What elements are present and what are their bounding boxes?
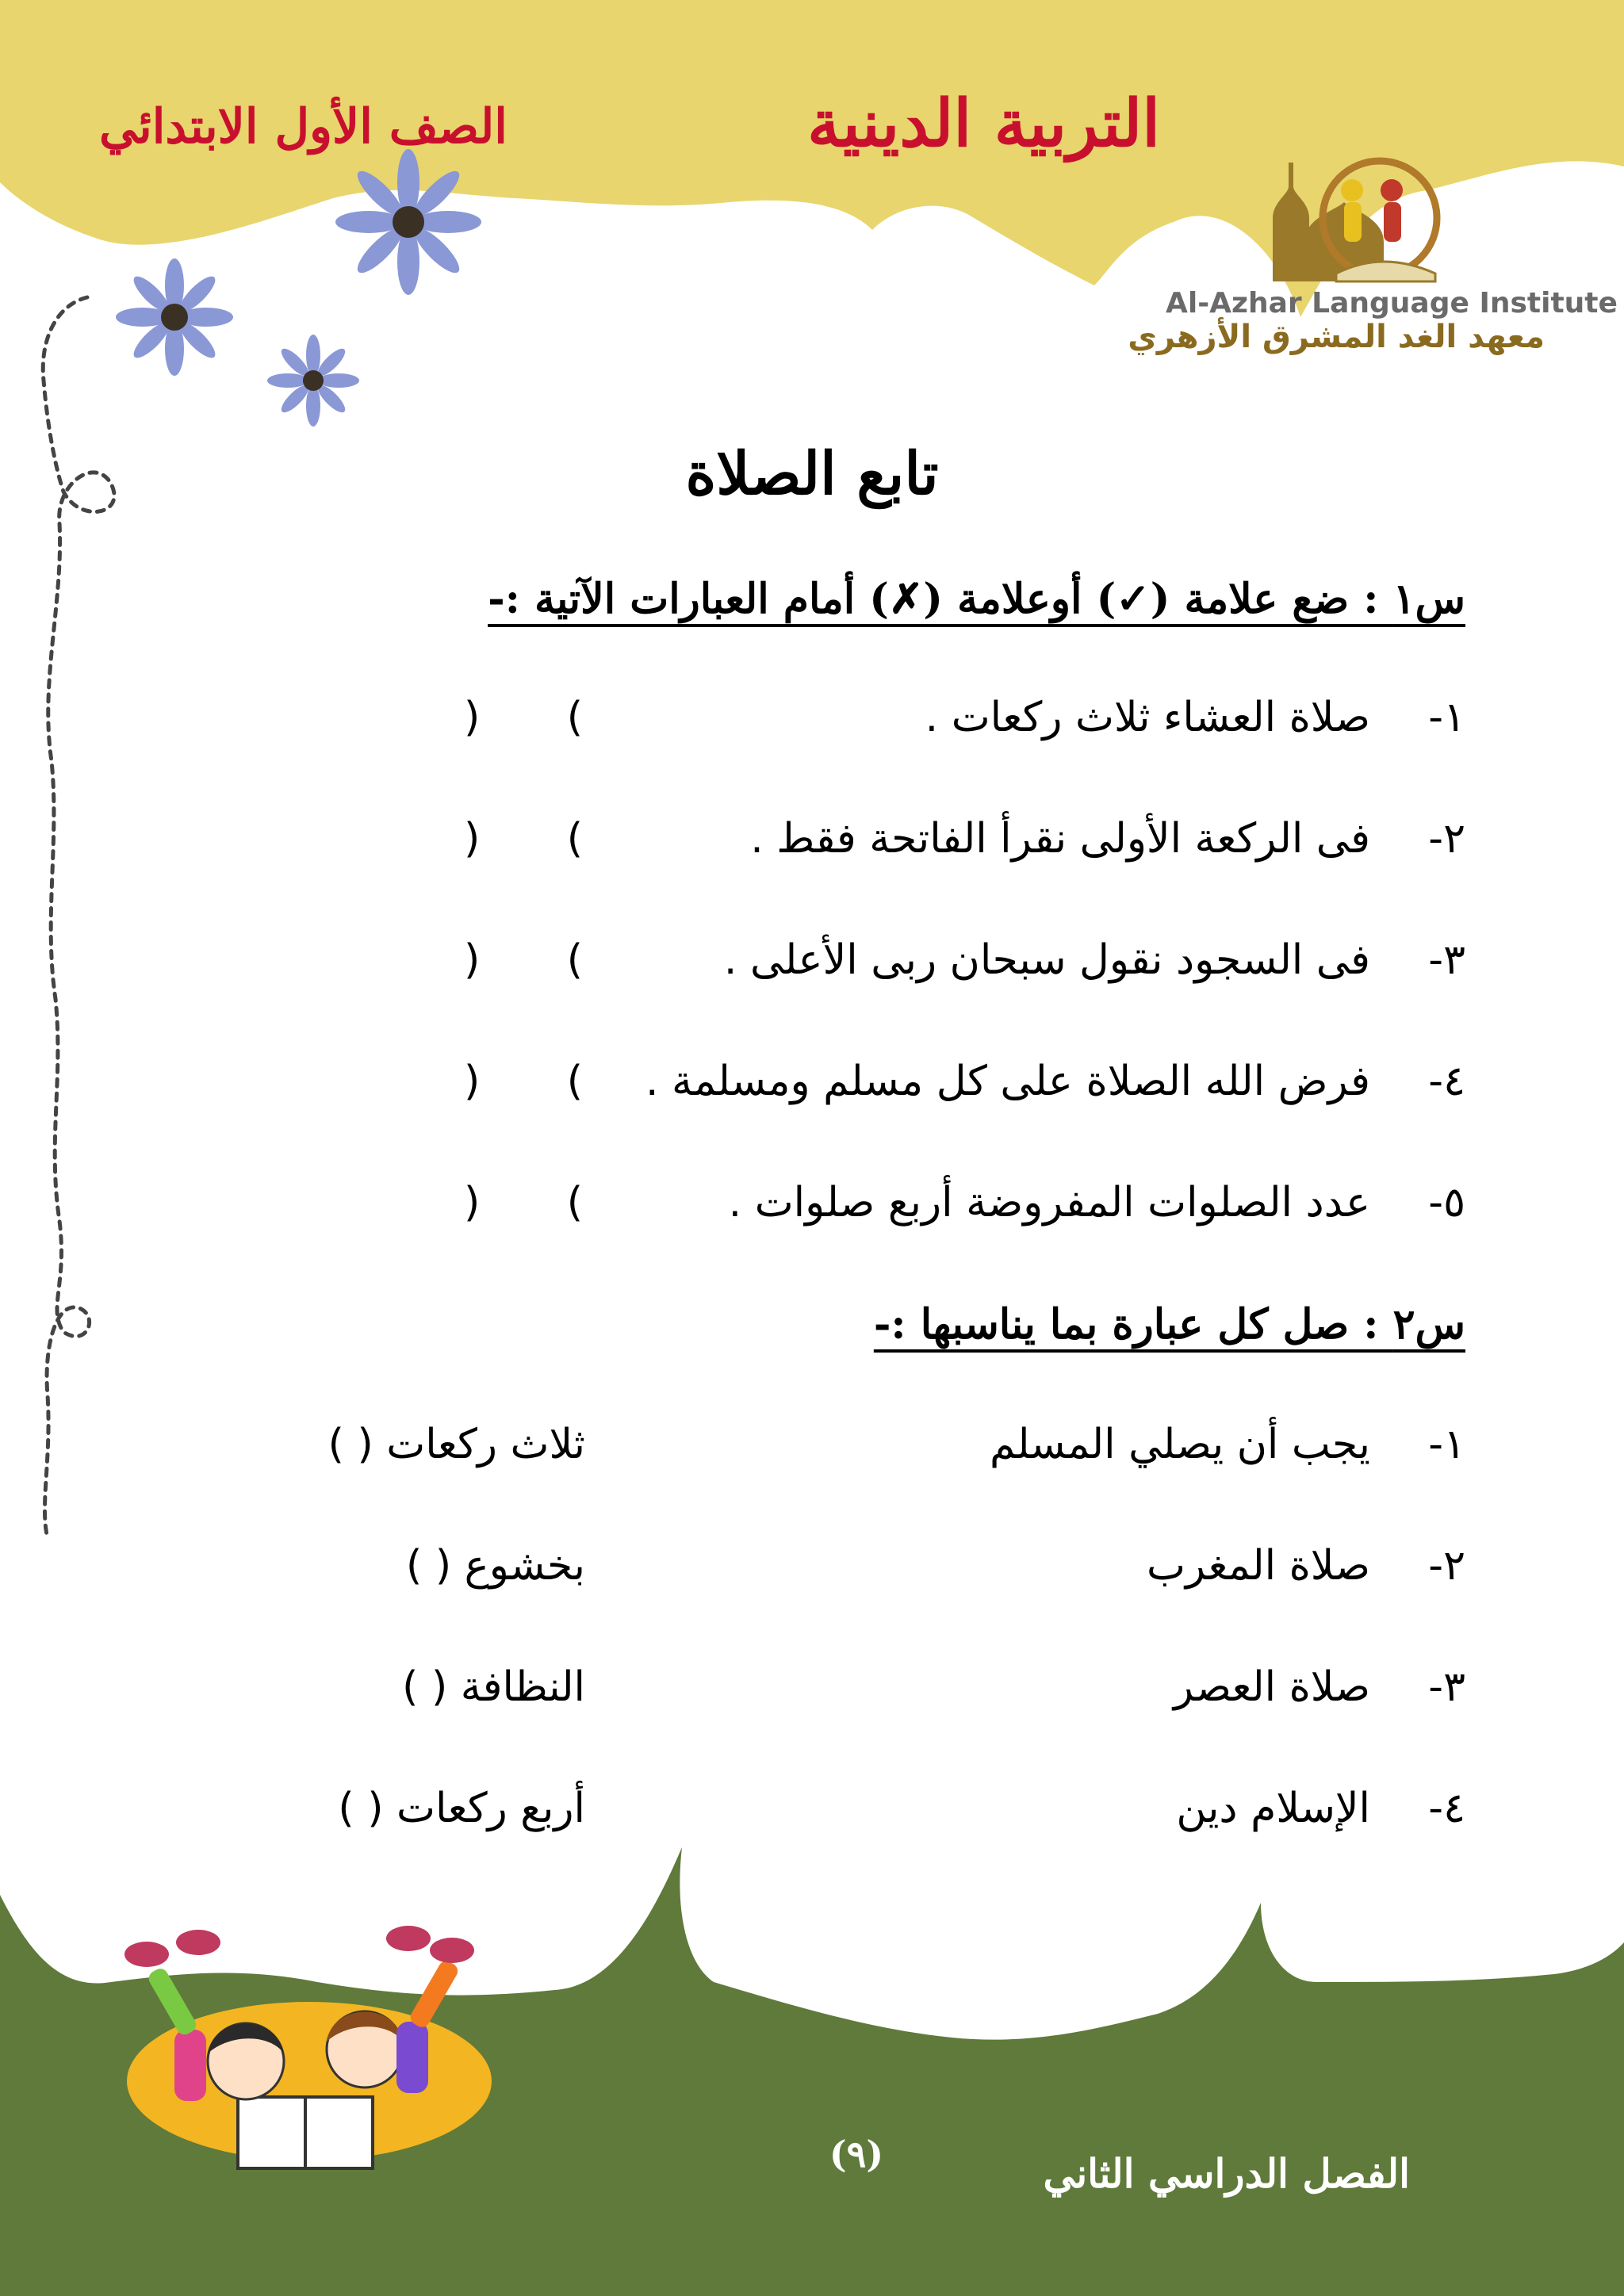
q1-item-text: عدد الصلوات المفروضة أربع صلوات . <box>728 1179 1370 1226</box>
q2-item-1 <box>0 1421 1624 1476</box>
q2-item-text: يجب أن يصلي المسلم <box>989 1421 1370 1468</box>
paren-open: ( <box>566 1179 583 1226</box>
q1-heading: س١ : ضع علامة (✓) أوعلامة (✗) أمام العبارات الآتية :- <box>488 575 1465 623</box>
q2-heading: س٢ : صل كل عبارة بما يناسبها :- <box>873 1300 1465 1349</box>
q1-item-number: ٢- <box>1428 815 1465 863</box>
mosque-icon <box>1273 163 1309 281</box>
paren-close: ) <box>464 694 481 741</box>
q2-item-2 <box>0 1542 1624 1598</box>
paren-close: ) <box>464 936 481 984</box>
q1-item-3 <box>0 936 1624 992</box>
paren-open: ( <box>566 1058 583 1105</box>
term-label: الفصل الدراسي الثاني <box>1043 2150 1410 2197</box>
lesson-title: تابع الصلاة <box>685 440 939 508</box>
q2-match-option[interactable]: النظافة ( ) <box>402 1663 585 1711</box>
answer-parentheses[interactable] <box>464 815 583 863</box>
q1-item-number: ٤- <box>1428 1058 1465 1105</box>
answer-parentheses[interactable] <box>464 694 583 741</box>
q2-match-option[interactable]: ثلاث ركعات ( ) <box>327 1421 585 1468</box>
grade-title: الصف الأول الابتدائي <box>99 99 508 155</box>
q1-item-number: ١- <box>1428 694 1465 741</box>
q1-item-1 <box>0 694 1624 749</box>
logo-arabic-name: معهد الغد المشرق الأزهري <box>1128 319 1545 355</box>
page-number: (٩) <box>829 2133 884 2175</box>
q2-item-number: ٢- <box>1428 1542 1465 1590</box>
q1-item-number: ٣- <box>1428 936 1465 984</box>
q2-item-text: صلاة المغرب <box>1146 1542 1370 1590</box>
q2-item-4 <box>0 1785 1624 1840</box>
subject-title: التربية الدينية <box>807 86 1160 162</box>
answer-parentheses[interactable] <box>464 936 583 984</box>
q1-item-5 <box>0 1179 1624 1234</box>
paren-close: ) <box>464 1058 481 1105</box>
q2-item-number: ٤- <box>1428 1785 1465 1832</box>
q2-match-option[interactable]: أربع ركعات ( ) <box>338 1785 585 1832</box>
q2-item-number: ١- <box>1428 1421 1465 1468</box>
flower-medium <box>116 258 233 376</box>
q2-item-3 <box>0 1663 1624 1719</box>
q1-item-text: فى الركعة الأولى نقرأ الفاتحة فقط . <box>750 815 1370 863</box>
q2-item-text: الإسلام دين <box>1176 1785 1370 1832</box>
paren-open: ( <box>566 694 583 741</box>
paren-open: ( <box>566 815 583 863</box>
flower-small <box>267 335 359 427</box>
logo-english-name: Al-Azhar Language Institute <box>1166 287 1618 320</box>
institute-logo <box>1265 155 1447 289</box>
paren-close: ) <box>464 1179 481 1226</box>
q1-item-text: فرض الله الصلاة على كل مسلم ومسلمة . <box>645 1058 1370 1105</box>
q1-item-number: ٥- <box>1428 1179 1465 1226</box>
paren-close: ) <box>464 815 481 863</box>
answer-parentheses[interactable] <box>464 1179 583 1226</box>
q1-item-text: فى السجود نقول سبحان ربى الأعلى . <box>723 936 1370 984</box>
q1-item-2 <box>0 815 1624 871</box>
q2-item-number: ٣- <box>1428 1663 1465 1711</box>
q1-item-text: صلاة العشاء ثلاث ركعات . <box>925 694 1370 741</box>
q2-item-text: صلاة العصر <box>1173 1663 1370 1711</box>
answer-parentheses[interactable] <box>464 1058 583 1105</box>
paren-open: ( <box>566 936 583 984</box>
q1-item-4 <box>0 1058 1624 1113</box>
q2-match-option[interactable]: بخشوع ( ) <box>406 1542 585 1590</box>
kids-reading-illustration <box>124 1926 492 2168</box>
